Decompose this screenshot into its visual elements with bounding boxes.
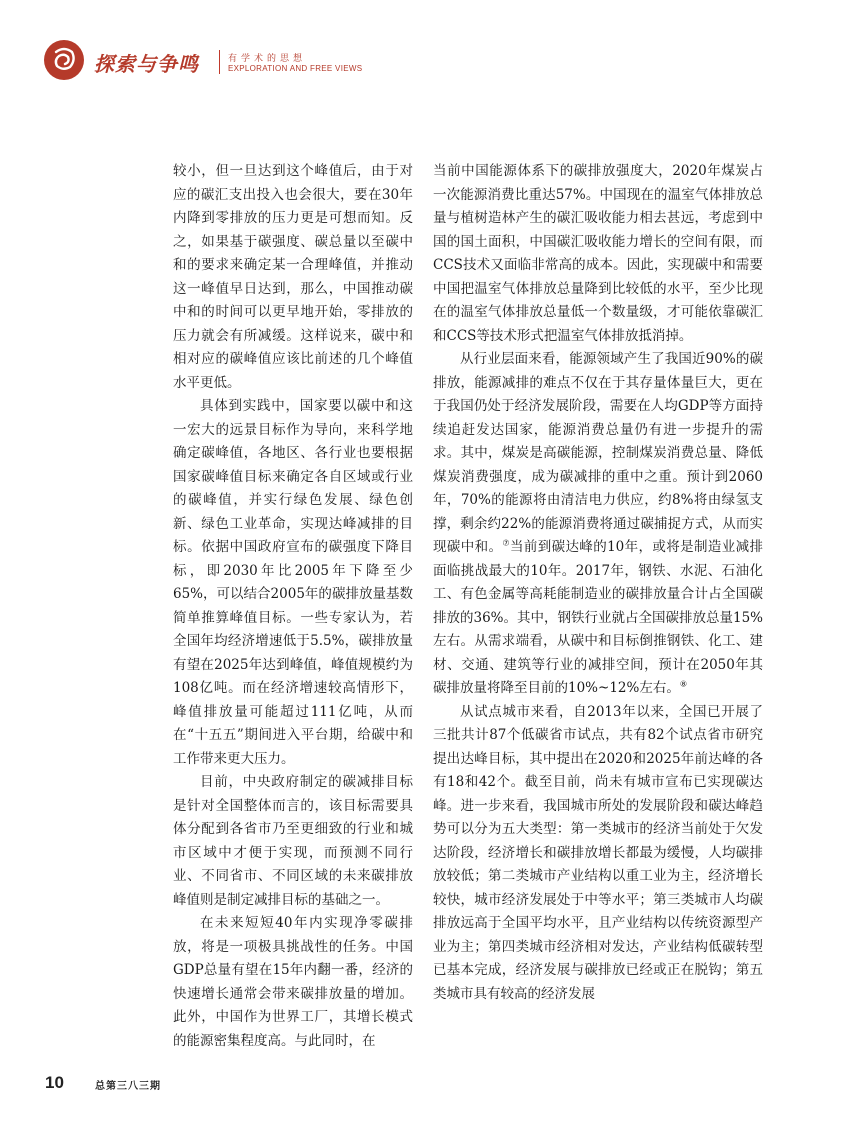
tagline-chinese: 有学术的思想	[228, 54, 307, 64]
paragraph: 在未来短短40年内实现净零碳排放，将是一项极具挑战性的任务。中国GDP总量有望在15年内翻一番，经济的快速增长通常会带来碳排放量的增加。此外，中国作为世界工厂，其增长模式的能源密集程度高。与此同时，在	[173, 915, 413, 1049]
page-number: 10	[45, 1073, 64, 1092]
paragraph: 从试点城市来看，自2013年以来，全国已开展了三批共计87个低碳省市试点，共有82个试点省市研究提出达峰目标，其中提出在2020和2025年前达峰的各有18和42个。截至目前，尚未有城市宣布已实现碳达峰。进一步来看，我国城市所处的发展阶段和碳达峰趋势可以分为五大类型：第一类城市的经济当前处于欠发达阶段，经济增长和碳排放增长都最为缓慢，人均碳排放较低；第二类城市产业结构以重工业为主，经济增长较快，城市经济发展处于中等水平；第三类城市人均碳排放远高于全国平均水平，且产业结构以传统资源型产业为主；第四类城市经济相对发达，产业结构低碳转型已基本完成，经济发展与碳排放已经或正在脱钩；第五类城市具有较高的经济发展	[433, 703, 763, 1002]
right-column	[433, 160, 763, 1006]
paragraph: 目前，中央政府制定的碳减排目标是针对全国整体而言的，该目标需要具体分配到各省市乃至更细致的行业和城市区域中才便于实现，而预测不同行业、不同省市、不同区域的未来碳排放峰值则是制定减排目标的基础之一。	[173, 774, 413, 908]
footnote-marker: ⑦	[502, 538, 510, 548]
footnote-marker: ⑧	[679, 679, 687, 689]
swirl-seal-logo-icon	[44, 40, 84, 80]
issue-label: 总第三八三期	[95, 1081, 161, 1092]
journal-brand: 探索与争鸣	[94, 52, 199, 76]
tagline-english: EXPLORATION AND FREE VIEWS	[228, 64, 363, 73]
paragraph: 当前中国能源体系下的碳排放强度大，2020年煤炭占一次能源消费比重达57%。中国现在的温室气体排放总量与植树造林产生的碳汇吸收能力相去甚远，考虑到中国的国土面积，中国碳汇吸收能力增长的空间有限，而CCS技术又面临非常高的成本。因此，实现碳中和需要中国把温室气体排放总量降到比较低的水平，至少比现在的温室气体排放总量低一个数量级，才可能依靠碳汇和CCS等技术形式把温室气体排放抵消掉。	[433, 163, 763, 344]
paragraph-text: 从行业层面来看，能源领域产生了我国近90%的碳排放，能源减排的难点不仅在于其存量体量巨大，更在于我国仍处于经济发展阶段，需要在人均GDP等方面持续追赶发达国家，能源消费总量仍有进一步提升的需求。其中，煤炭是高碳能源，控制煤炭消费总量、降低煤炭消费强度，成为碳减排的重中之重。预计到2060年，70%的能源将由清洁电力供应，约8%将由绿氢支撑，剩余约22%的能源消费将通过碳捕捉方式，从而实现碳中和。	[433, 351, 763, 555]
paragraph: 较小，但一旦达到这个峰值后，由于对应的碳汇支出投入也会很大，要在30年内降到零排放的压力更是可想而知。反之，如果基于碳强度、碳总量以至碳中和的要求来确定某一合理峰值，并推动这一峰值早日达到，那么，中国推动碳中和的时间可以更早地开始，零排放的压力就会有所减缓。这样说来，碳中和相对应的碳峰值应该比前述的几个峰值水平更低。	[173, 163, 413, 391]
paragraph	[433, 348, 763, 701]
header-divider	[219, 50, 220, 74]
journal-header	[44, 40, 374, 84]
paragraph: 具体到实践中，国家要以碳中和这一宏大的远景目标作为导向，来科学地确定碳峰值，各地区、各行业也要根据国家碳峰值目标来确定各自区域或行业的碳峰值，并实行绿色发展、绿色创新、绿色工业革命，实现达峰减排的目标。依据中国政府宣布的碳强度下降目标，即2030年比2005年下降至少65%，可以结合2005年的碳排放量基数简单推算峰值目标。一些专家认为，若全国年均经济增速低于5.5%，碳排放量有望在2025年达到峰值，峰值规模约为108亿吨。而在经济增速较高情形下，峰值排放量可能超过111亿吨，从而在“十五五”期间进入平台期，给碳中和工作带来更大压力。	[173, 398, 413, 767]
left-column	[173, 160, 413, 1053]
paragraph-text: 当前到碳达峰的10年，或将是制造业减排面临挑战最大的10年。2017年，钢铁、水泥、石油化工、有色金属等高耗能制造业的碳排放量合计占全国碳排放的36%。其中，钢铁行业就占全国碳排放总量15%左右。从需求端看，从碳中和目标倒推钢铁、化工、建材、交通、建筑等行业的减排空间，预计在2050年其碳排放量将降至目前的10%~12%左右。	[433, 539, 764, 696]
